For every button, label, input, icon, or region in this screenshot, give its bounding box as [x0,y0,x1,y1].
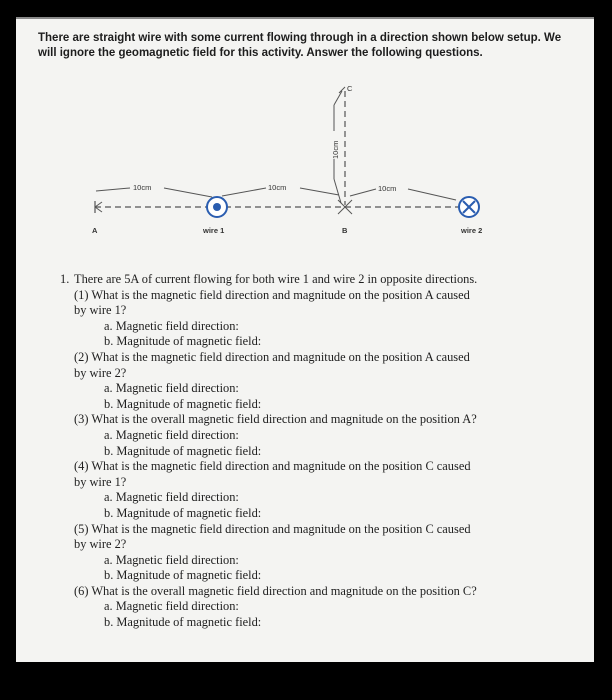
sub-question-text: (4) What is the magnetic field direction and magnitude on the position C caused [74,459,471,474]
dist-line-3-left [350,189,376,196]
dist-line-2-left [222,188,266,196]
label-a: A [92,226,98,235]
sub-question-text: (6) What is the overall magnetic field direction and magnitude on the position C? [74,583,477,598]
sub-question-cont: by wire 2? [74,365,127,380]
answer-direction: a. Magnetic field direction: [104,490,239,505]
sub-question-1 [74,288,580,350]
wire1-dot [213,203,221,211]
wire-setup-diagram [16,19,594,259]
vertical-dim-top [334,91,342,105]
question-header [60,272,580,288]
dist-label-1: 10cm [133,183,152,192]
question-text: There are 5A of current flowing for both wire 1 and wire 2 in opposite directions. [74,272,478,286]
answer-magnitude: b. Magnitude of magnetic field: [104,334,262,349]
answer-magnitude: b. Magnitude of magnetic field: [104,568,262,583]
answer-magnitude: b. Magnitude of magnetic field: [104,505,262,520]
label-b: B [342,226,348,235]
label-c: C [347,84,353,93]
vertical-dim-bottom [334,179,341,203]
dist-line-1-left [96,188,130,191]
answer-direction: a. Magnetic field direction: [104,381,239,396]
sub-question-cont: by wire 1? [74,474,127,489]
answer-direction: a. Magnetic field direction: [104,318,239,333]
wire2-label: wire 2 [461,226,483,235]
sub-question-6 [74,584,580,631]
intro-text: There are straight wire with some current flowing through in a direction shown below setup. We will ignore the geomagnetic field for this activity. Answer the following questions. [38,32,562,59]
sub-question-cont: by wire 1? [74,303,127,318]
worksheet-page [16,17,594,662]
sub-question-text: (1) What is the magnetic field direction and magnitude on the position A caused [74,287,470,302]
question-block [60,272,580,631]
wire1-label: wire 1 [203,226,225,235]
point-a-arrow-down [95,207,102,212]
dist-line-2-right [300,188,339,195]
answer-direction: a. Magnetic field direction: [104,552,239,567]
sub-question-5 [74,522,580,584]
point-c-tick [339,87,345,93]
sub-question-2 [74,350,580,412]
dist-label-3: 10cm [378,184,397,193]
answer-magnitude: b. Magnitude of magnetic field: [104,443,262,458]
sub-question-text: (5) What is the magnetic field direction and magnitude on the position C caused [74,521,471,536]
sub-question-3 [74,412,580,459]
sub-question-text: (2) What is the magnetic field direction and magnitude on the position A caused [74,349,470,364]
answer-magnitude: b. Magnitude of magnetic field: [104,396,262,411]
sub-question-text: (3) What is the overall magnetic field direction and magnitude on the position A? [74,412,477,427]
answer-magnitude: b. Magnitude of magnetic field: [104,615,262,630]
sub-question-4 [74,459,580,521]
answer-direction: a. Magnetic field direction: [104,427,239,442]
dist-label-2: 10cm [268,183,287,192]
point-a-arrow-up [95,202,102,207]
answer-direction: a. Magnetic field direction: [104,599,239,614]
dist-label-vertical: 10cm [331,140,340,159]
dist-line-1-right [164,188,212,197]
sub-question-cont: by wire 2? [74,537,127,552]
question-number: 1. [60,272,70,286]
dist-line-3-right [408,189,456,200]
